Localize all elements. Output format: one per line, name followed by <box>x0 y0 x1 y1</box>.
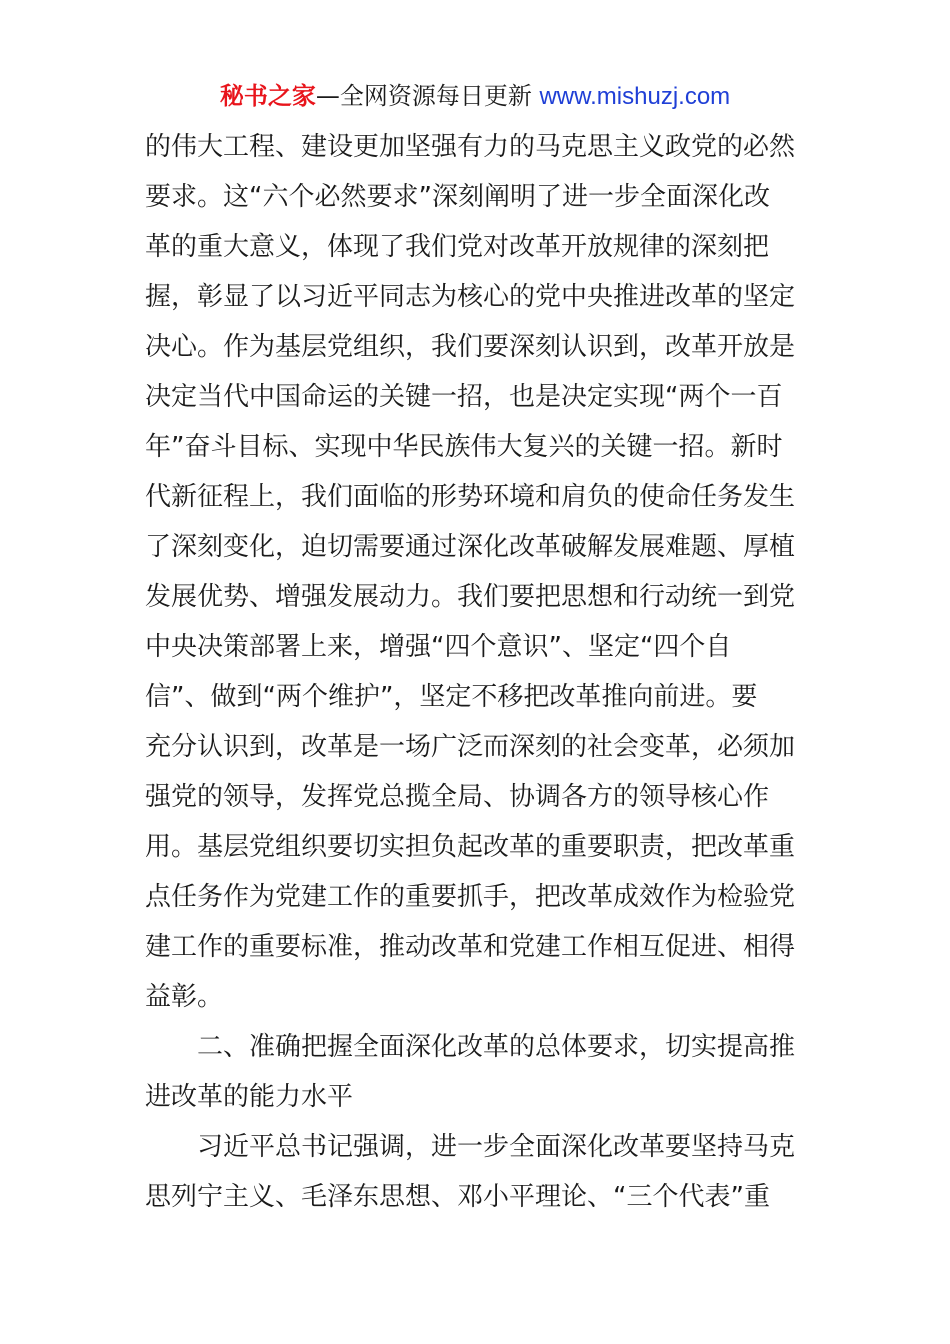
site-header <box>0 80 950 113</box>
text-line: 革的重大意义，体现了我们党对改革开放规律的深刻把 <box>145 232 770 262</box>
text-line: 决心。作为基层党组织，我们要深刻认识到，改革开放是 <box>145 332 796 362</box>
document-body <box>145 127 810 1227</box>
site-url-link[interactable]: www.mishuzj.com <box>539 83 731 110</box>
text-line: 代新征程上，我们面临的形势环境和肩负的使命任务发生 <box>145 482 796 512</box>
text-line: 年”奋斗目标、实现中华民族伟大复兴的关键一招。新时 <box>145 432 783 462</box>
text-line: 二、准确把握全面深化改革的总体要求，切实提高推 <box>197 1032 796 1062</box>
text-line: 强党的领导，发挥党总揽全局、协调各方的领导核心作 <box>145 782 770 812</box>
text-line: 益彰。 <box>145 982 224 1012</box>
text-line: 点任务作为党建工作的重要抓手，把改革成效作为检验党 <box>145 882 796 912</box>
text-line: 要求。这“六个必然要求”深刻阐明了进一步全面深化改 <box>145 182 770 212</box>
text-line: 用。基层党组织要切实担负起改革的重要职责，把改革重 <box>145 832 796 862</box>
text-line: 习近平总书记强调，进一步全面深化改革要坚持马克 <box>197 1132 796 1162</box>
text-line: 的伟大工程、建设更加坚强有力的马克思主义政党的必然 <box>145 132 796 162</box>
text-line: 发展优势、增强发展动力。我们要把思想和行动统一到党 <box>145 582 796 612</box>
text-line: 决定当代中国命运的关键一招，也是决定实现“两个一百 <box>145 382 783 412</box>
text-line: 充分认识到，改革是一场广泛而深刻的社会变革，必须加 <box>145 732 796 762</box>
brand-name: 秘书之家 <box>219 82 316 110</box>
text-line: 进改革的能力水平 <box>145 1082 354 1112</box>
text-line: 思列宁主义、毛泽东思想、邓小平理论、“三个代表”重 <box>145 1182 770 1212</box>
header-tagline: —全网资源每日更新 <box>315 82 540 110</box>
text-line: 了深刻变化，迫切需要通过深化改革破解发展难题、厚植 <box>145 532 796 562</box>
text-line: 中央决策部署上来，增强“四个意识”、坚定“四个自 <box>145 632 732 662</box>
text-line: 建工作的重要标准，推动改革和党建工作相互促进、相得 <box>145 932 796 962</box>
text-line: 信”、做到“两个维护”，坚定不移把改革推向前进。要 <box>145 682 758 712</box>
text-line: 握，彰显了以习近平同志为核心的党中央推进改革的坚定 <box>145 282 796 312</box>
